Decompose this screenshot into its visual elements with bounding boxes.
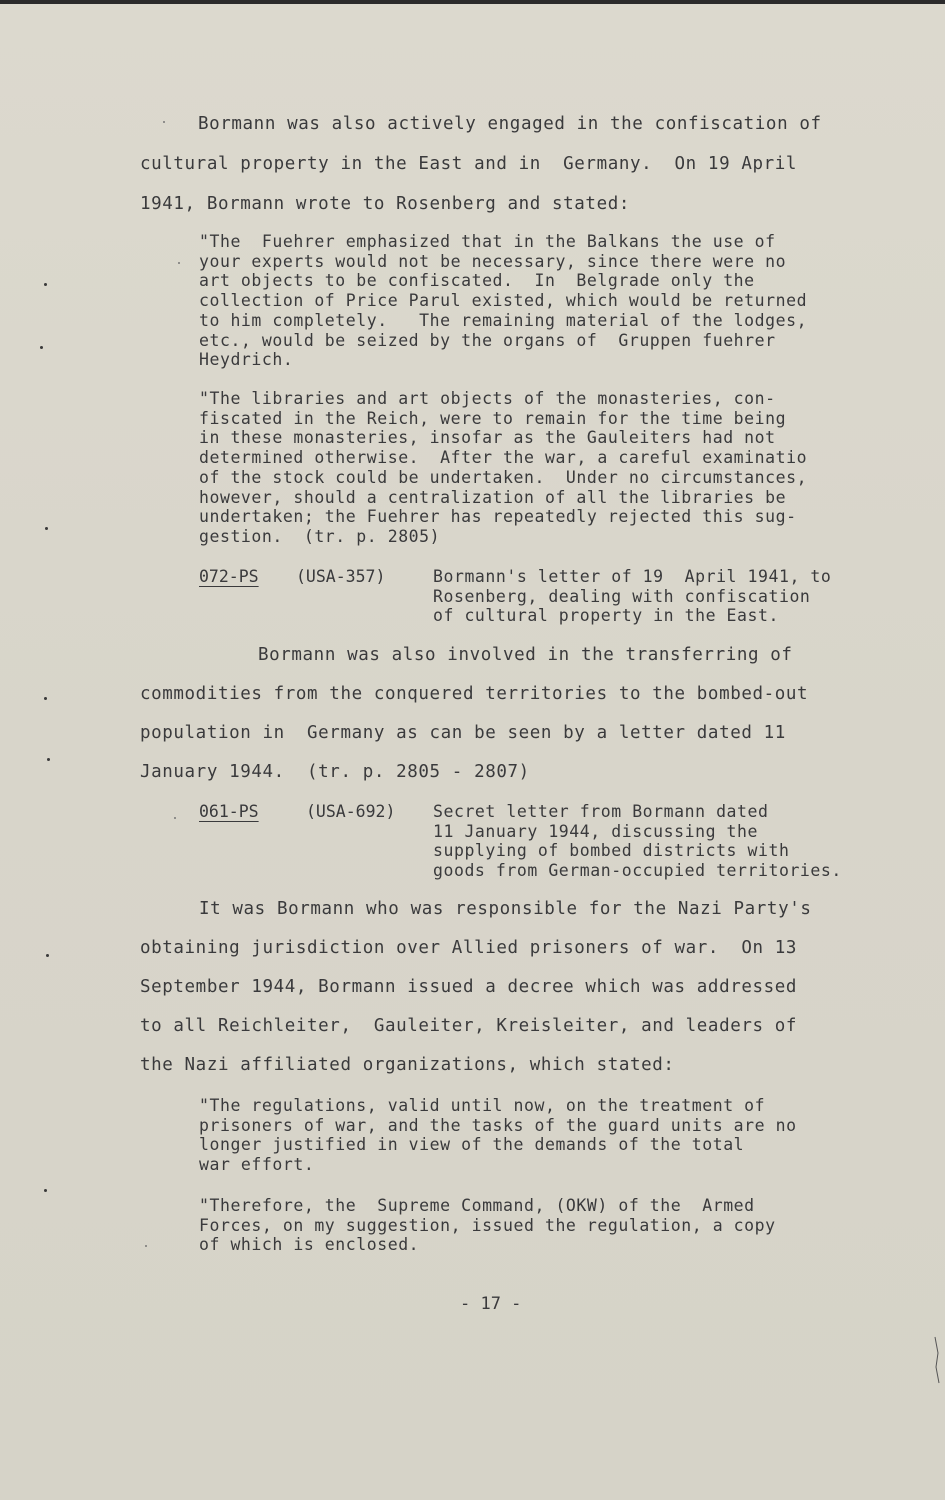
citation-2-description: Secret letter from Bormann dated 11 January 1944, discussing the supplying of bombed districts with goods from German-occupied territories.	[433, 802, 842, 881]
para3-line-2: obtaining jurisdiction over Allied prisoners of war. On 13	[140, 938, 798, 958]
quote-libraries-monasteries: "The libraries and art objects of the monasteries, con- fiscated in the Reich, were to remain for the time being in these monasteries, insofar as the Gauleiters had not determined otherwise. After the war, a careful examinatio of the stock could be undertaken. Under no circumstances, however, should a centralization of all the libraries be undertaken; the Fuehrer has repeatedly rejected this sug- gestion. (tr. p. 2805)	[199, 389, 808, 546]
scan-speck	[46, 954, 49, 957]
para2-line-4: January 1944. (tr. p. 2805 - 2807)	[140, 762, 530, 782]
para3-line-5: the Nazi affiliated organizations, which stated:	[140, 1055, 675, 1075]
para3-line-4: to all Reichleiter, Gauleiter, Kreisleiter, and leaders of	[140, 1016, 798, 1036]
quote-supreme-command: "Therefore, the Supreme Command, (OKW) of the Armed Forces, on my suggestion, issued the regulation, a copy of which is enclosed.	[199, 1196, 776, 1255]
para1-line-2: cultural property in the East and in Germany. On 19 April	[140, 154, 798, 174]
citation-2-exhibit: (USA-692)	[306, 802, 396, 821]
scan-top-edge	[0, 0, 945, 4]
para1-line-1: Bormann was also actively engaged in the confiscation of	[198, 114, 822, 134]
para1-line-3: 1941, Bormann wrote to Rosenberg and stated:	[140, 194, 630, 214]
scan-speck	[45, 527, 48, 530]
scan-speck	[44, 697, 47, 700]
para3-line-3: September 1944, Bormann issued a decree which was addressed	[140, 977, 798, 997]
scan-speck	[178, 262, 180, 264]
scan-speck	[44, 1189, 47, 1192]
scan-speck	[174, 817, 176, 819]
page-number: - 17 -	[460, 1294, 522, 1314]
scan-speck	[47, 758, 50, 761]
quote-regulations-pow: "The regulations, valid until now, on the treatment of prisoners of war, and the tasks of the guard units are no longer justified in view of the demands of the total war effort.	[199, 1096, 797, 1175]
scan-speck	[145, 1245, 147, 1247]
scan-speck	[40, 346, 43, 349]
quote-fuehrer-balkans: "The Fuehrer emphasized that in the Balkans the use of your experts would not be necessary, since there were no art objects to be confiscated. In Belgrade only the collection of Price Parul existed, which would be returned to him completely. The remaining material of the lodges, etc., would be seized by the organs of Gruppen fuehrer Heydrich.	[199, 232, 808, 370]
citation-1-description: Bormann's letter of 19 April 1941, to Rosenberg, dealing with confiscation of cultural property in the East.	[433, 567, 832, 626]
citation-2-document-id: 061-PS	[199, 802, 259, 821]
para2-line-3: population in Germany as can be seen by a letter dated 11	[140, 723, 786, 743]
scan-speck	[163, 121, 165, 123]
scan-speck	[44, 283, 47, 286]
para2-line-1: Bormann was also involved in the transferring of	[258, 645, 793, 665]
citation-1-exhibit: (USA-357)	[296, 567, 386, 586]
para2-line-2: commodities from the conquered territories to the bombed-out	[140, 684, 809, 704]
page-edge-curl-icon	[933, 1335, 941, 1385]
citation-1-document-id: 072-PS	[199, 567, 259, 586]
para3-line-1: It was Bormann who was responsible for the Nazi Party's	[199, 899, 812, 919]
